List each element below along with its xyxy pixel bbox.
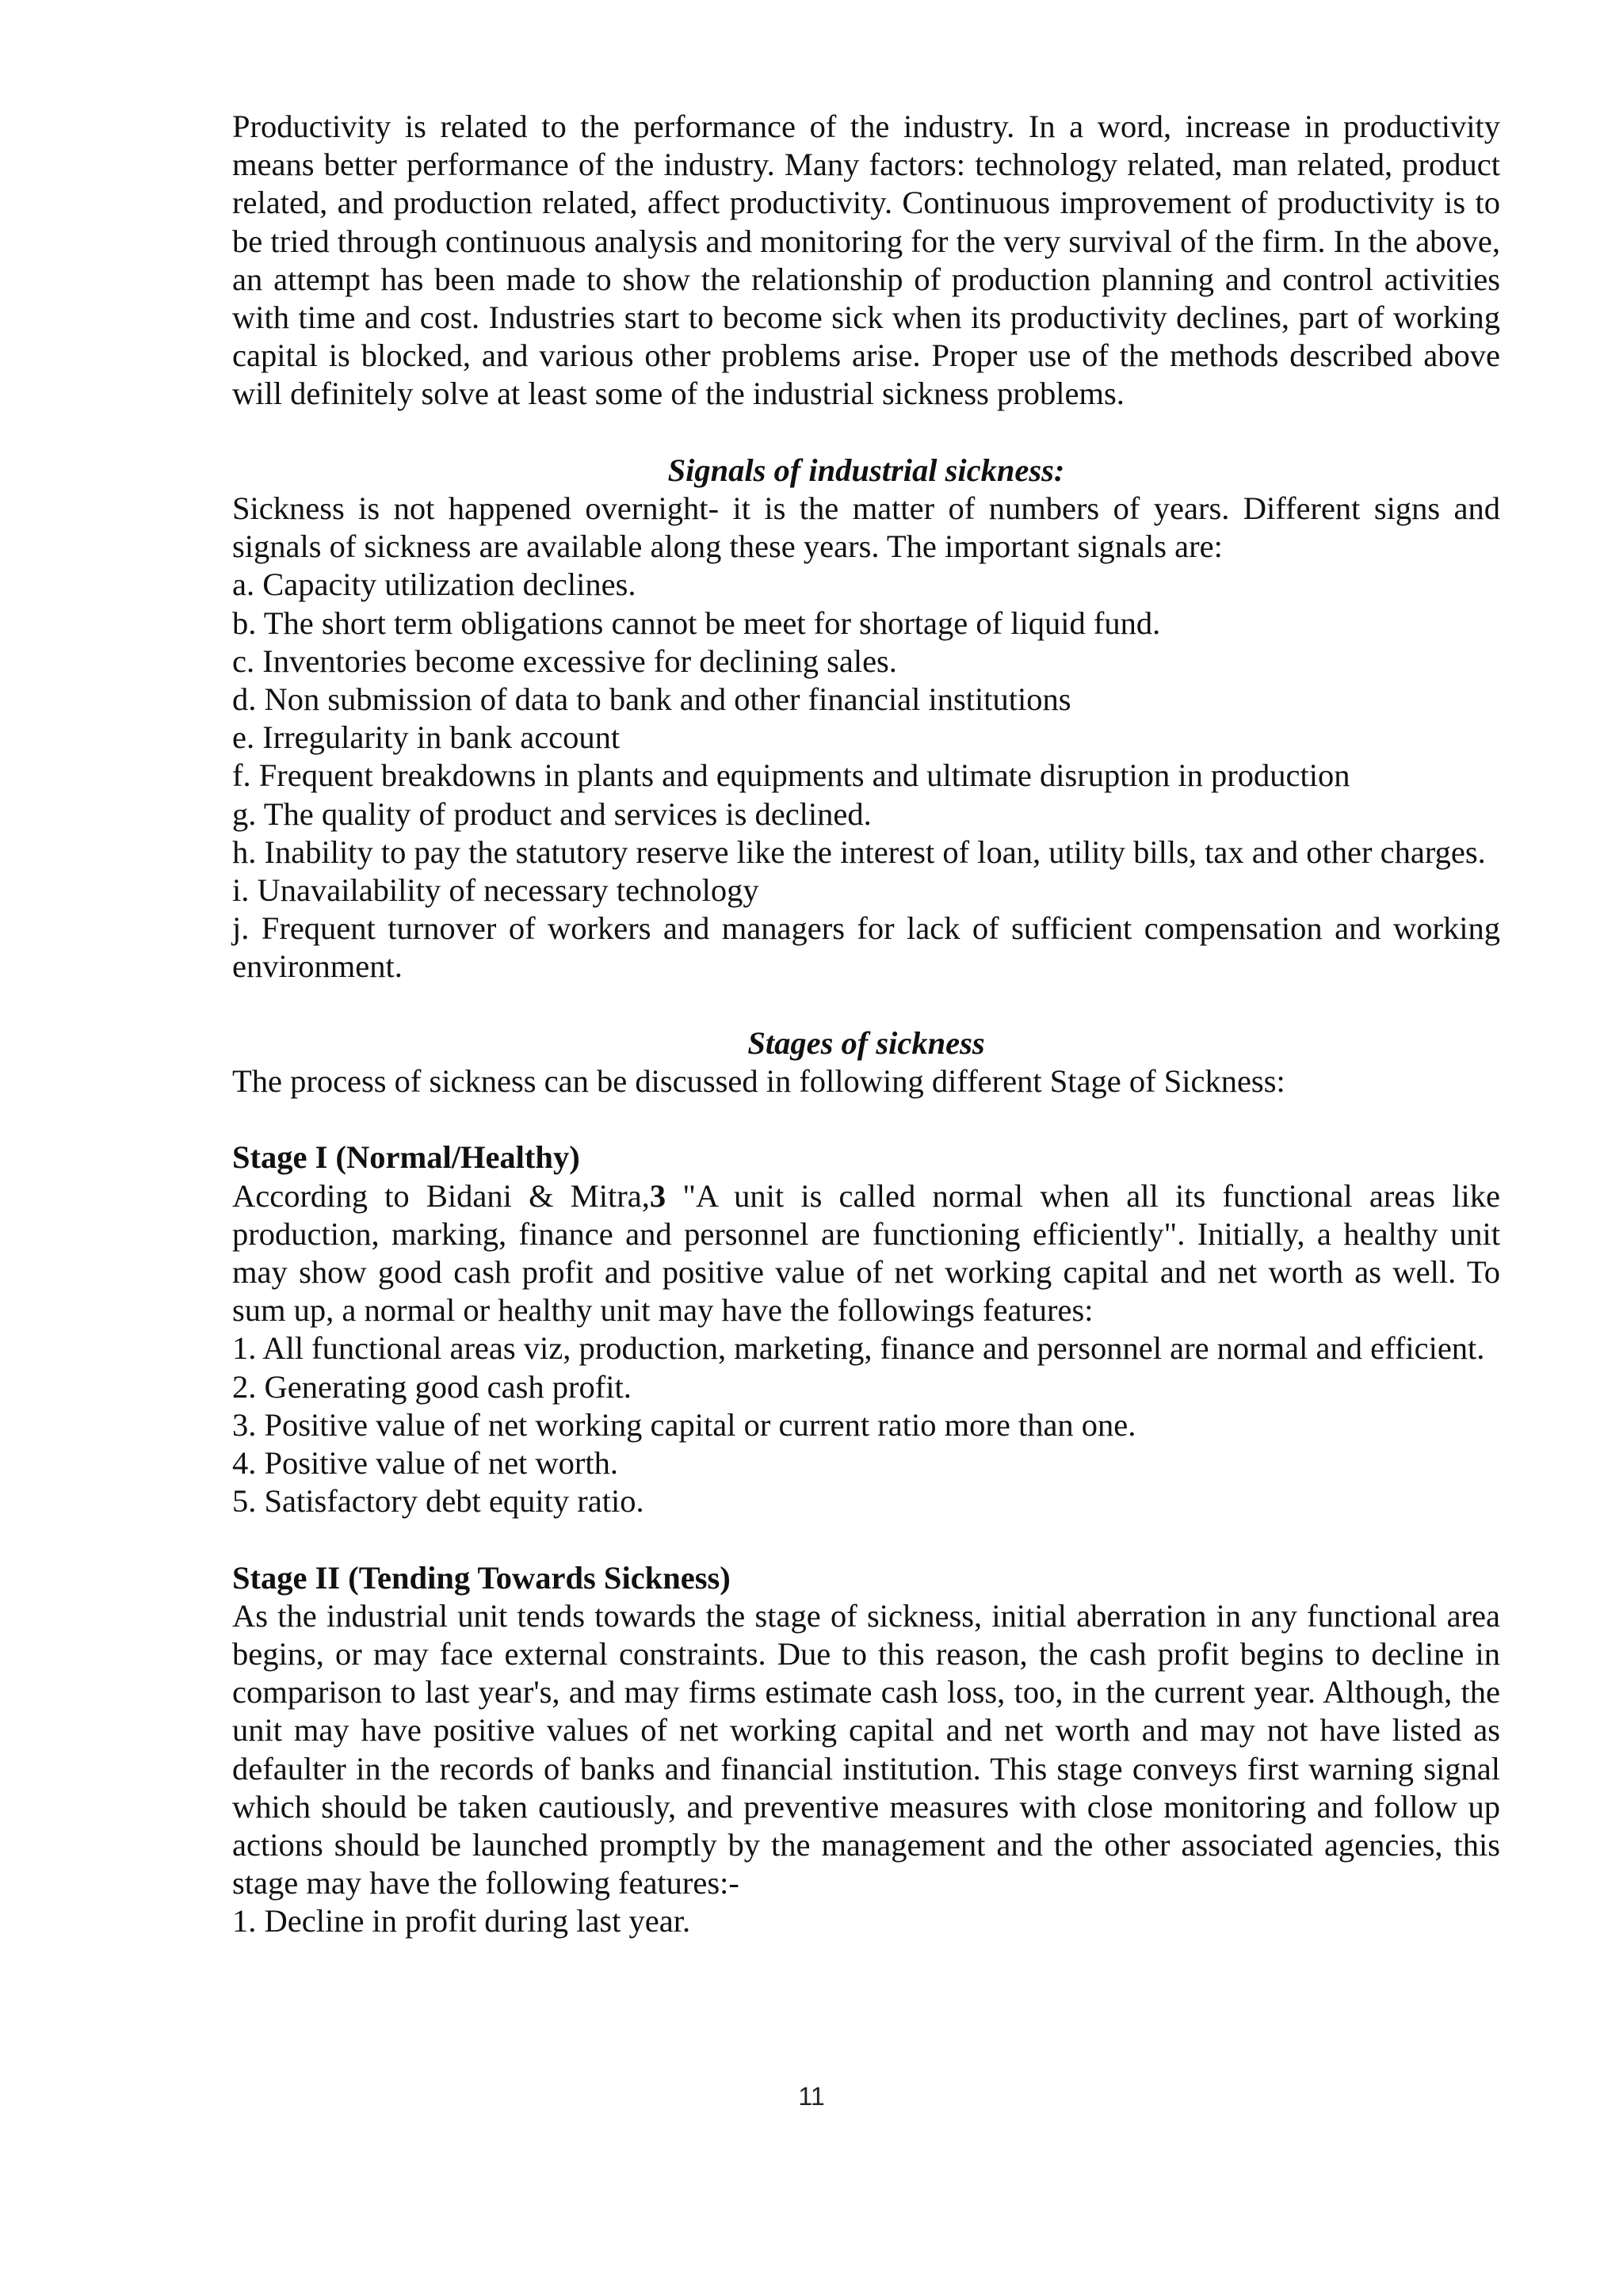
stage1-item: 4. Positive value of net worth.	[232, 1445, 619, 1482]
spacer	[232, 986, 1500, 1024]
signal-item: h. Inability to pay the statutory reserve like the interest of loan, utility bills, tax and other charges.	[232, 833, 1486, 870]
page-number: 11	[798, 2082, 825, 2111]
signal-item: i. Unavailability of necessary technology	[232, 872, 759, 909]
stage2-item: 1. Decline in profit during last year.	[232, 1903, 691, 1939]
stage1-item: 5. Satisfactory debt equity ratio.	[232, 1483, 644, 1520]
signal-item: c. Inventories become excessive for declining sales.	[232, 643, 897, 679]
stage1-text-before-ref: According to Bidani & Mitra,	[232, 1177, 650, 1214]
stage1-item: 1. All functional areas viz, production, marketing, finance and personnel are normal and efficient.	[232, 1330, 1485, 1367]
stages-intro: The process of sickness can be discussed in following different Stage of Sickness:	[232, 1063, 1285, 1100]
stage1-heading: Stage I (Normal/Healthy)	[232, 1139, 580, 1176]
signals-heading: Signals of industrial sickness:	[667, 452, 1065, 488]
signal-item: j. Frequent turnover of workers and managers for lack of sufficient compensation and working environment.	[232, 910, 1500, 985]
signal-item: f. Frequent breakdowns in plants and equipments and ultimate disruption in production	[232, 757, 1350, 794]
intro-paragraph: Productivity is related to the performance of the industry. In a word, increase in productivity means better performance of the industry. Many factors: technology related, man related, product related, and production related, affect productivity. Continuous improvement of productivity is to be tried through continuous analysis and monitoring for the very survival of the firm. In the above, an attempt has been made to show the relationship of production planning and control activities with time and cost. Industries start to become sick when its productivity declines, part of working capital is blocked, and various other problems arise. Proper use of the methods described above will definitely solve at least some of the industrial sickness problems.	[232, 109, 1500, 412]
signal-item: b. The short term obligations cannot be meet for shortage of liquid fund.	[232, 605, 1161, 641]
signal-item: g. The quality of product and services is declined.	[232, 795, 872, 832]
stage2-heading: Stage II (Tending Towards Sickness)	[232, 1559, 731, 1596]
signal-item: d. Non submission of data to bank and other financial institutions	[232, 681, 1071, 718]
document-body	[232, 108, 1500, 1941]
reference-number: 3	[649, 1177, 666, 1214]
signals-intro: Sickness is not happened overnight- it is the matter of numbers of years. Different signs and signals of sickness are available along these years. The important signals are:	[232, 490, 1500, 565]
stages-heading: Stages of sickness	[747, 1024, 985, 1061]
stage1-text-after-ref: "A unit is called normal when all its functional areas like production, marking, finance and personnel are functioning efficiently". Initially, a healthy unit may show good cash profit and positive value of net working capital and net worth as well. To sum up, a normal or healthy unit may have the followings features:	[232, 1177, 1500, 1329]
spacer	[232, 1520, 1500, 1558]
signal-item: e. Irregularity in bank account	[232, 719, 621, 756]
stage2-paragraph: As the industrial unit tends towards the stage of sickness, initial aberration in any functional area begins, or may face external constraints. Due to this reason, the cash profit begins to decline in comparison to last year's, and may firms estimate cash loss, too, in the current year. Although, the unit may have positive values of net working capital and net worth and may not have listed as defaulter in the records of banks and financial institution. This stage conveys first warning signal which should be taken cautiously, and preventive measures with close monitoring and follow up actions should be launched promptly by the management and the other associated agencies, this stage may have the following features:-	[232, 1597, 1500, 1901]
stage1-item: 3. Positive value of net working capital or current ratio more than one.	[232, 1406, 1136, 1443]
stage1-item: 2. Generating good cash profit.	[232, 1368, 632, 1405]
spacer	[232, 414, 1500, 452]
spacer	[232, 1100, 1500, 1138]
stage1-paragraph	[232, 1177, 1500, 1330]
signal-item: a. Capacity utilization declines.	[232, 566, 636, 603]
